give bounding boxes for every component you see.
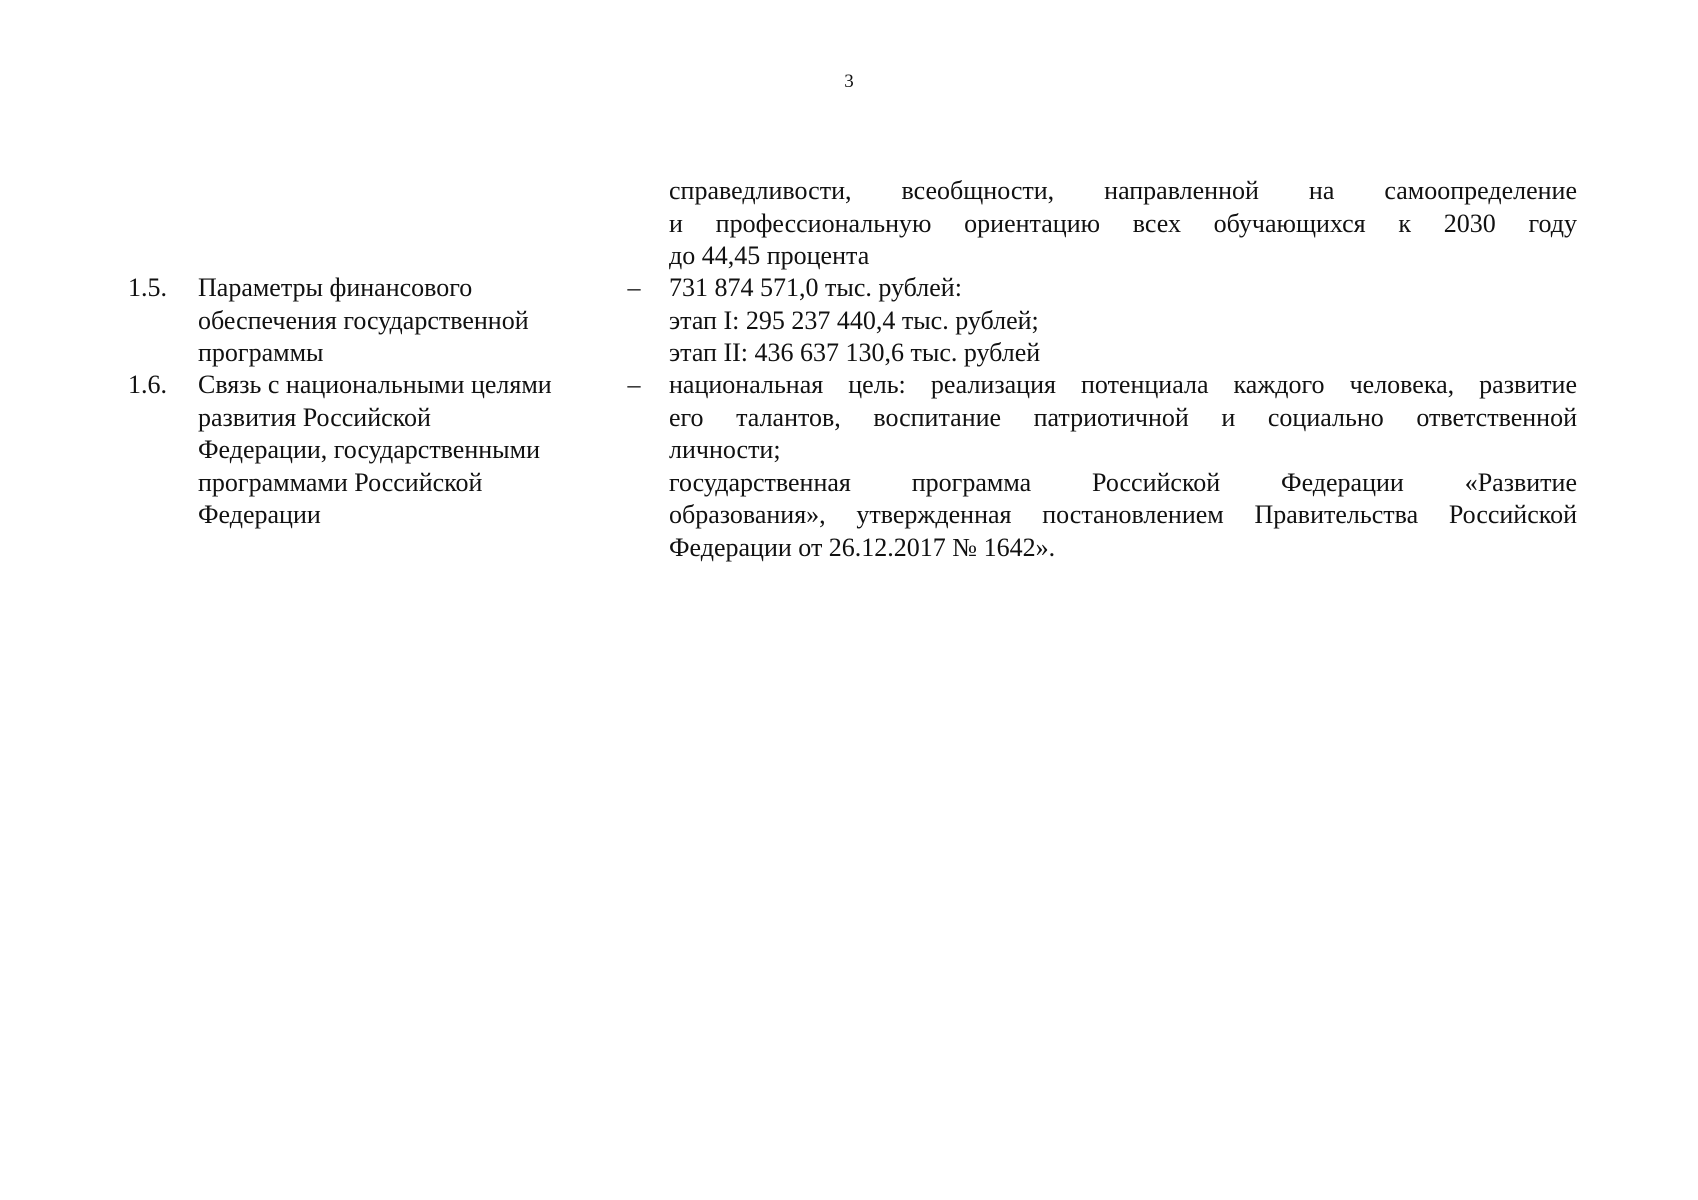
- value-line: личности;: [669, 435, 781, 464]
- label-line: развития Российской: [198, 402, 431, 432]
- item-value: [669, 369, 1577, 564]
- label-line: Федерации: [198, 500, 321, 529]
- label-line: программы: [198, 338, 324, 367]
- item-label: [198, 369, 618, 532]
- item-label: [198, 272, 618, 370]
- value-line: этап II: 436 637 130,6 тыс. рублей: [669, 338, 1041, 367]
- value-line: образования», утвержденная постановлением Правительства Российской: [669, 500, 1577, 529]
- text-line: и профессиональную ориентацию всех обучающихся к 2030 году: [669, 208, 1577, 238]
- label-line: Связь с национальными целями: [198, 370, 552, 399]
- label-line: обеспечения государственной: [198, 305, 529, 335]
- text-line: справедливости, всеобщности, направленной на самоопределение: [669, 176, 1577, 205]
- value-line: национальная цель: реализация потенциала каждого человека, развитие: [669, 370, 1577, 399]
- value-line: государственная программа Российской Федерации «Развитие: [669, 467, 1577, 497]
- item-number: 1.6.: [128, 370, 167, 399]
- label-line: программами Российской: [198, 467, 483, 497]
- value-line: его талантов, воспитание патриотичной и социально ответственной: [669, 402, 1577, 432]
- item-value: [669, 272, 1577, 370]
- page-number: 3: [844, 71, 854, 92]
- text-line: до 44,45 процента: [669, 241, 870, 270]
- dash-separator: –: [627, 273, 641, 302]
- dash-separator: –: [627, 370, 641, 399]
- item-number: 1.5.: [128, 273, 167, 302]
- value-line: этап I: 295 237 440,4 тыс. рублей;: [669, 305, 1039, 335]
- label-line: Параметры финансового: [198, 273, 473, 302]
- value-line: Федерации от 26.12.2017 № 1642».: [669, 532, 1056, 562]
- continued-paragraph: [669, 175, 1577, 273]
- value-line: 731 874 571,0 тыс. рублей:: [669, 273, 962, 302]
- label-line: Федерации, государственными: [198, 435, 541, 464]
